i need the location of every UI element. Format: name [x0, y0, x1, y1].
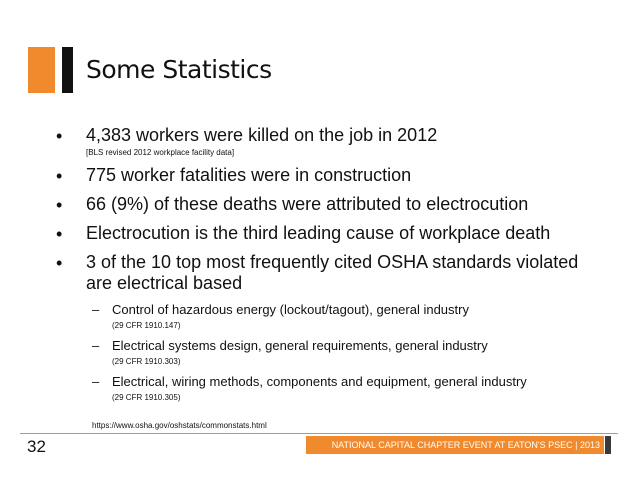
- footer-banner: NATIONAL CAPITAL CHAPTER EVENT AT EATON'S PSEC | 2013: [306, 436, 604, 454]
- dash-icon: –: [92, 374, 100, 389]
- sub-item-text: Electrical systems design, general requirements, general industry: [112, 338, 488, 353]
- footer-end-block: [605, 436, 611, 454]
- bullet-text: 775 worker fatalities were in construction: [86, 165, 412, 185]
- bullet-item: [56, 194, 596, 215]
- bullet-item: [56, 125, 596, 159]
- source-link[interactable]: https://www.osha.gov/oshstats/commonstats.html: [92, 421, 267, 430]
- sub-item-note: (29 CFR 1910.147): [112, 321, 181, 330]
- bullet-text: 4,383 workers were killed on the job in 2012: [86, 125, 438, 145]
- bullet-icon: •: [56, 224, 63, 244]
- dash-icon: –: [92, 338, 100, 353]
- sub-item: [56, 338, 596, 368]
- bullet-icon: •: [56, 166, 63, 186]
- sub-item: [56, 302, 596, 332]
- bullet-list: [56, 125, 596, 410]
- bullet-text: 3 of the 10 top most frequently cited OSHA standards violated are electrical based: [86, 252, 579, 293]
- sub-item-text: Electrical, wiring methods, components and equipment, general industry: [112, 374, 527, 389]
- accent-block: [28, 47, 55, 93]
- footer-divider: [20, 433, 618, 434]
- slide-title: Some Statistics: [86, 55, 272, 84]
- bullet-icon: •: [56, 253, 63, 273]
- bullet-text: 66 (9%) of these deaths were attributed to electrocution: [86, 194, 529, 214]
- sub-item-note: (29 CFR 1910.303): [112, 357, 181, 366]
- page-number: 32: [27, 437, 46, 456]
- sub-item-text: Control of hazardous energy (lockout/tagout), general industry: [112, 302, 469, 317]
- title-bar: [62, 47, 73, 93]
- bullet-text: Electrocution is the third leading cause of workplace death: [86, 223, 551, 243]
- bullet-item: [56, 165, 596, 186]
- sub-item-note: (29 CFR 1910.305): [112, 393, 181, 402]
- sub-item: [56, 374, 596, 404]
- bullet-note: [BLS revised 2012 workplace facility data]: [86, 148, 235, 157]
- bullet-item: [56, 223, 596, 244]
- bullet-icon: •: [56, 195, 63, 215]
- bullet-icon: •: [56, 126, 63, 146]
- dash-icon: –: [92, 302, 100, 317]
- bullet-item: [56, 252, 596, 294]
